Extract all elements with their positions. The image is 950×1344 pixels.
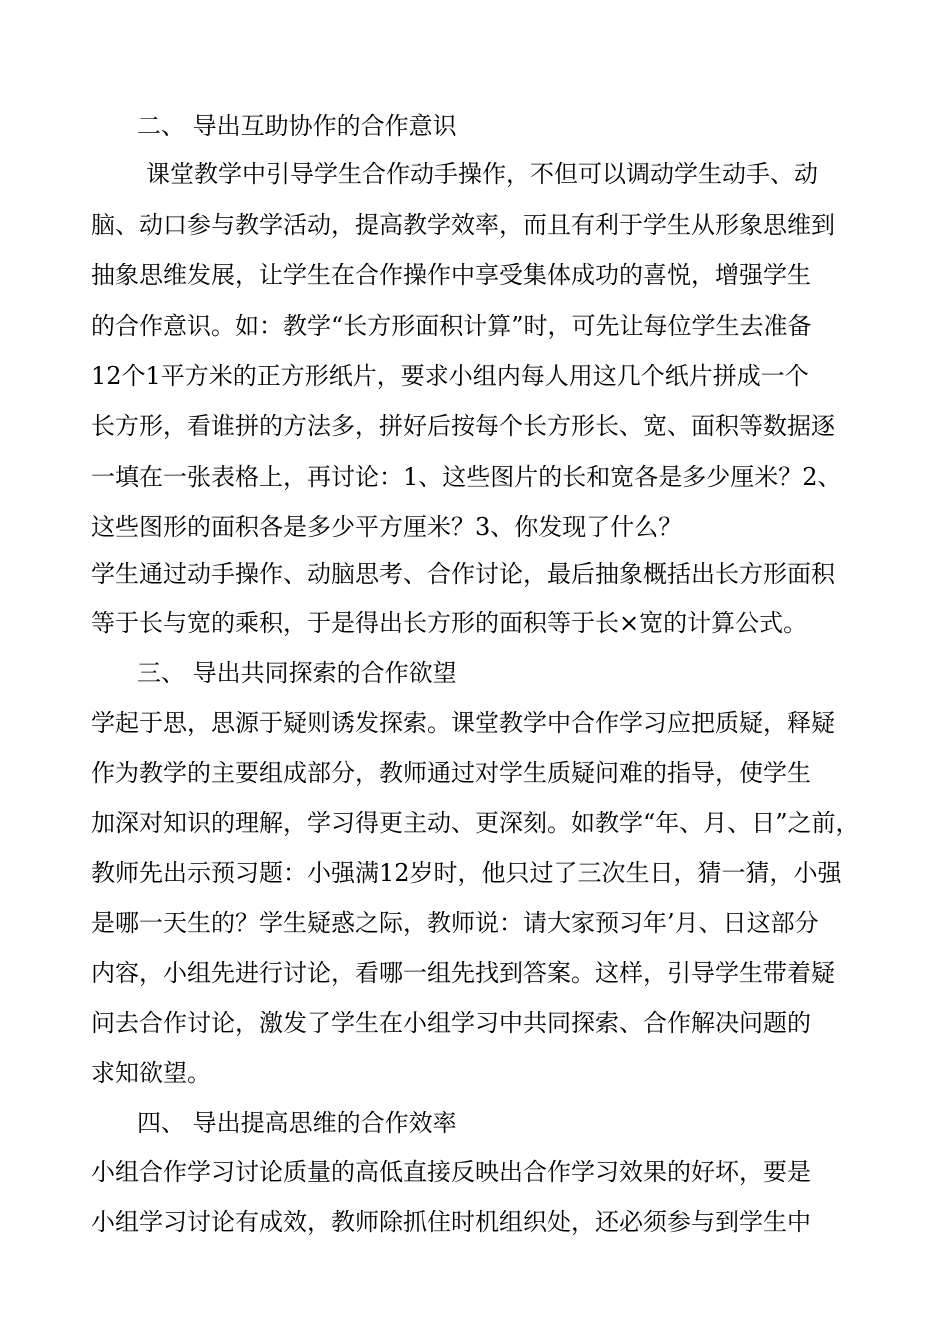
paragraph-line: 问去合作讨论，激发了学生在小组学习中共同探索、合作解决问题的 (91, 1009, 811, 1037)
paragraph-line: 小组合作学习讨论质量的高低直接反映出合作学习效果的好坏，要是 (91, 1158, 811, 1186)
paragraph-line: 教师先出示预习题：小强满12岁时，他只过了三次生日，猜一猜，小强 (91, 859, 842, 887)
paragraph-line: 小组学习讨论有成效，教师除抓住时机组织处，还必须参与到学生中 (91, 1208, 811, 1236)
paragraph-line: 等于长与宽的乘积，于是得出长方形的面积等于长×宽的计算公式。 (91, 609, 808, 637)
paragraph-line: 这些图形的面积各是多少平方厘米？3、你发现了什么？ (91, 513, 683, 541)
paragraph-line: 作为教学的主要组成部分，教师通过对学生质疑问难的指导，使学生 (91, 759, 811, 787)
paragraph-line: 一填在一张表格上，再讨论：1、这些图片的长和宽各是多少厘米？2、 (91, 463, 842, 491)
paragraph-line: 12个1平方米的正方形纸片，要求小组内每人用这几个纸片拼成一个 (91, 362, 809, 390)
section-heading: 三、 导出共同探索的合作欲望 (137, 659, 457, 687)
paragraph-line: 是哪一天生的？学生疑惑之际，教师说：请大家预习年’月、日这部分 (91, 909, 819, 937)
paragraph-line: 学生通过动手操作、动脑思考、合作讨论，最后抽象概括出长方形面积 (91, 560, 835, 588)
paragraph-line: 的合作意识。如：教学“长方形面积计算”时，可先让每位学生去准备 (91, 312, 812, 340)
section-heading: 二、 导出互助协作的合作意识 (137, 112, 457, 140)
paragraph-line: 加深对知识的理解，学习得更主动、更深刻。如教学“年、月、日”之前， (91, 809, 860, 837)
paragraph-line: 求知欲望。 (91, 1059, 211, 1087)
paragraph-line: 抽象思维发展，让学生在合作操作中享受集体成功的喜悦，增强学生 (91, 261, 811, 289)
section-heading: 四、 导出提高思维的合作效率 (137, 1109, 457, 1137)
paragraph-line: 内容，小组先进行讨论，看哪一组先找到答案。这样，引导学生带着疑 (91, 959, 835, 987)
paragraph-line: 课堂教学中引导学生合作动手操作，不但可以调动学生动手、动 (146, 160, 818, 188)
paragraph-line: 脑、动口参与教学活动，提高教学效率，而且有利于学生从形象思维到 (91, 211, 835, 239)
paragraph-line: 长方形，看谁拼的方法多，拼好后按每个长方形长、宽、面积等数据逐 (91, 412, 835, 440)
paragraph-line: 学起于思，思源于疑则诱发探索。课堂教学中合作学习应把质疑，释疑 (91, 709, 835, 737)
